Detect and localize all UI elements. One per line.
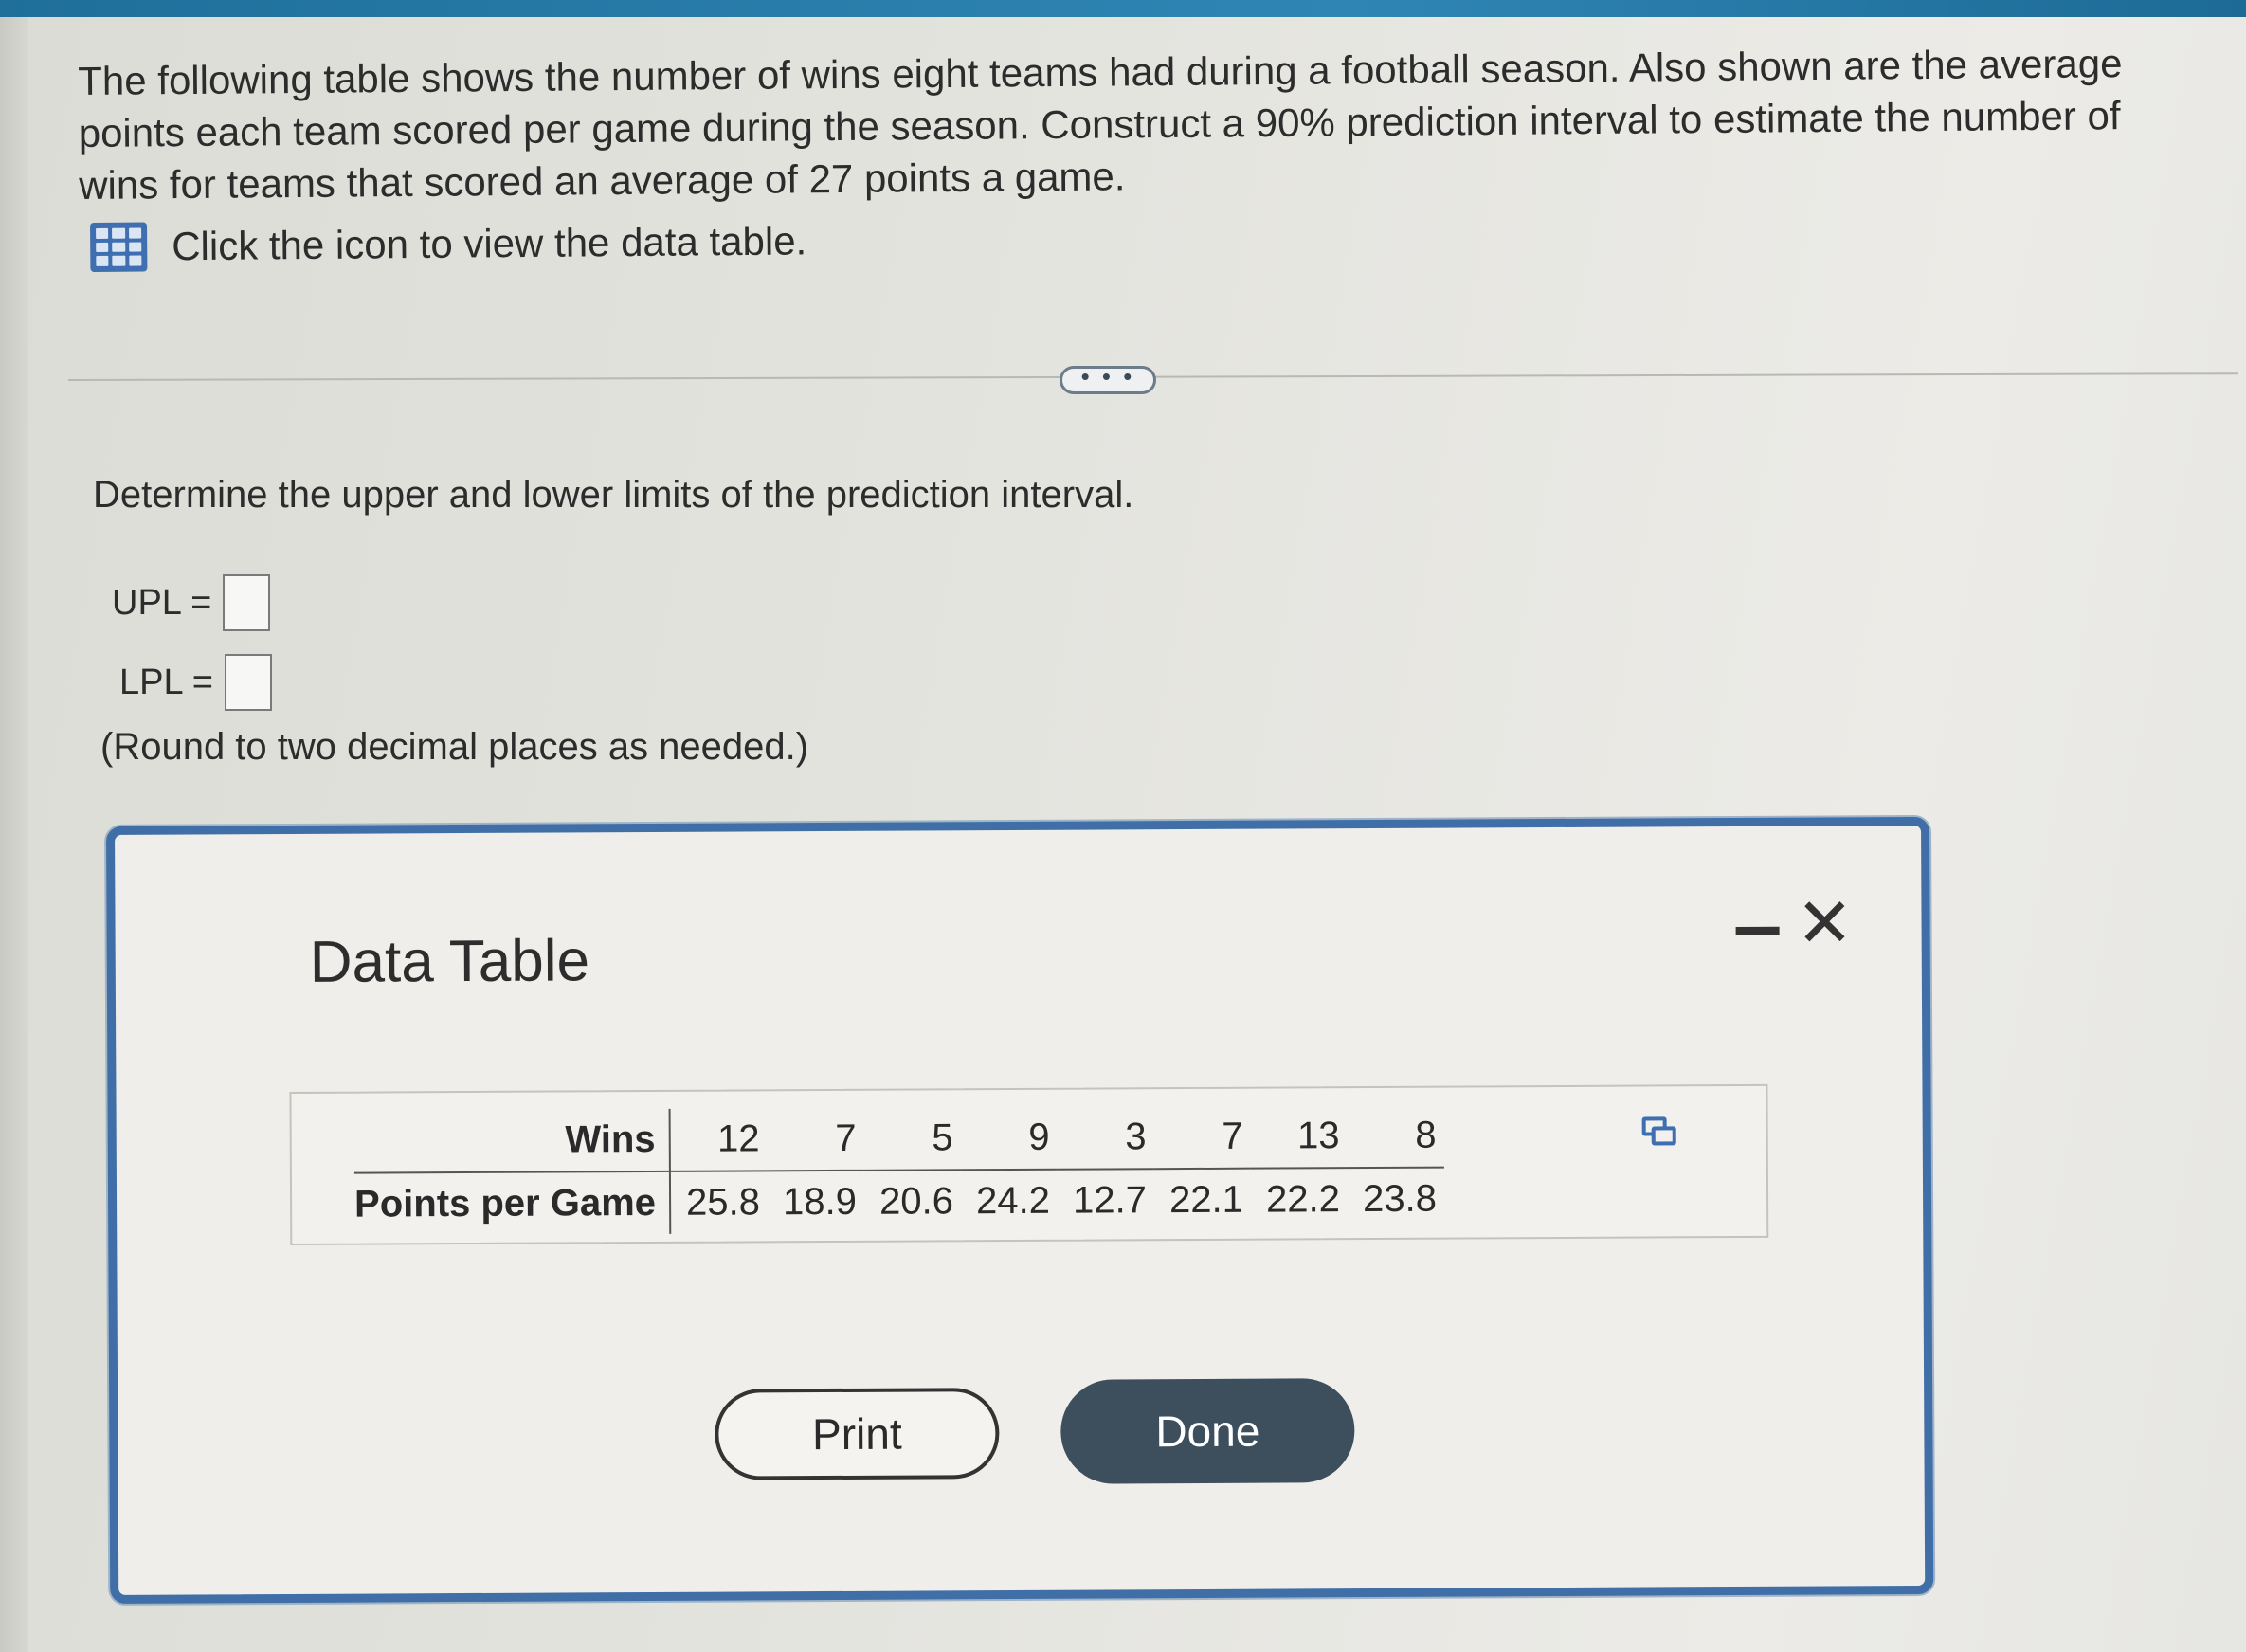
wins-cell: 7: [767, 1108, 863, 1171]
table-grid-icon[interactable]: [90, 222, 147, 272]
data-table-dialog: [106, 817, 1933, 1604]
points-cell: 22.2: [1265, 1178, 1341, 1221]
minimize-icon[interactable]: [1735, 908, 1779, 950]
wins-cell: 8: [1347, 1105, 1443, 1169]
done-button[interactable]: Done: [1060, 1378, 1355, 1484]
question-text: The following table shows the number of wins eight teams had during a football season. Also shown are the average points each team scored per game during the season. Construct a 90% prediction interval to estimate the number of wins for teams that scored an average of 27 points a game.: [78, 41, 2123, 208]
data-table-link-text: Click the icon to view the data table.: [172, 218, 807, 269]
data-table: [354, 1105, 1445, 1236]
part-instruction: Determine the upper and lower limits of the prediction interval.: [93, 474, 1134, 516]
wins-cell: 13: [1250, 1105, 1347, 1169]
wins-cell: 3: [1057, 1106, 1153, 1170]
wins-cell: 9: [960, 1107, 1057, 1171]
points-cell: 24.2: [975, 1179, 1051, 1223]
wins-cell: 12: [669, 1108, 767, 1171]
round-note: (Round to two decimal places as needed.): [100, 726, 809, 768]
left-edge: [0, 17, 28, 1652]
more-button[interactable]: • • •: [1060, 366, 1156, 394]
lpl-input[interactable]: [225, 654, 272, 711]
row-header-points: Points per Game: [354, 1171, 670, 1236]
points-cell: 12.7: [1072, 1179, 1148, 1222]
upl-row: [112, 574, 270, 631]
wins-cell: 7: [1153, 1106, 1250, 1170]
lpl-row: [119, 654, 272, 711]
points-cell: 22.1: [1168, 1178, 1244, 1222]
print-button[interactable]: Print: [715, 1388, 999, 1480]
data-table-frame: [289, 1084, 1768, 1245]
table-row-wins: [354, 1105, 1444, 1173]
points-cell: 20.6: [878, 1180, 954, 1223]
upl-label: UPL =: [112, 582, 212, 623]
close-icon[interactable]: ✕: [1796, 885, 1854, 962]
upl-input[interactable]: [223, 574, 270, 631]
lpl-label: LPL =: [119, 662, 213, 702]
data-table-link-row: [90, 216, 806, 272]
points-cell: 25.8: [685, 1181, 761, 1224]
row-header-wins: Wins: [354, 1109, 670, 1173]
copy-icon[interactable]: [1642, 1116, 1676, 1145]
dialog-title: Data Table: [309, 928, 590, 995]
top-bar: [0, 0, 2246, 17]
points-cell: 18.9: [782, 1180, 858, 1224]
table-row-points: [354, 1168, 1444, 1236]
wins-cell: 5: [863, 1107, 960, 1171]
points-cell: 23.8: [1362, 1177, 1438, 1221]
